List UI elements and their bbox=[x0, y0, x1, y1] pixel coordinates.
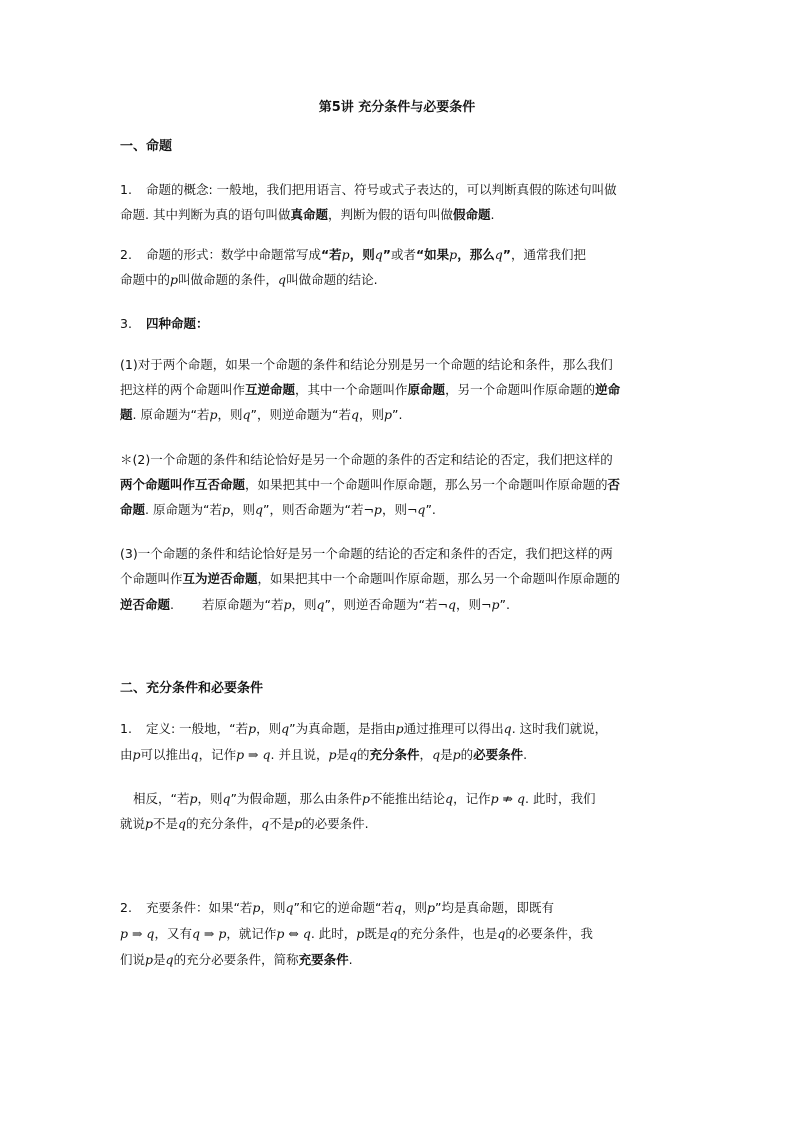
text: ”，则否命题为“若 bbox=[263, 502, 364, 517]
text: ”. bbox=[392, 407, 403, 422]
text: ” bbox=[382, 247, 391, 262]
text: . bbox=[170, 597, 174, 612]
math-expr: p ⇏ q bbox=[490, 791, 526, 806]
text: 叫做命题的结论. bbox=[286, 272, 378, 287]
s2-p2-line2 bbox=[120, 925, 593, 943]
math-var: p bbox=[252, 900, 261, 915]
math-expr: ¬p bbox=[363, 502, 382, 517]
math-var: q bbox=[393, 900, 402, 915]
term-iff: 充要条件 bbox=[298, 952, 349, 967]
math-var: p bbox=[328, 747, 337, 762]
item-number: 1. bbox=[120, 182, 132, 197]
text: 的必要条件，我 bbox=[505, 926, 593, 941]
s1-sub1-line3 bbox=[120, 406, 402, 424]
text: 的必要条件. bbox=[302, 816, 369, 831]
math-var: p bbox=[283, 597, 292, 612]
text: ＊(2)一个命题的条件和结论恰好是另一个命题的条件的否定和结论的否定，我们把这样的 bbox=[120, 452, 613, 467]
text: ，判断为假的语句叫做 bbox=[327, 207, 453, 222]
math-var: p bbox=[221, 502, 230, 517]
text: 既是 bbox=[364, 926, 390, 941]
text: ，则 bbox=[217, 407, 243, 422]
text: ，则 bbox=[260, 900, 286, 915]
text: . 并且说， bbox=[270, 747, 329, 762]
math-var: p bbox=[362, 791, 371, 806]
term-false-proposition: 假命题 bbox=[452, 207, 491, 222]
math-var: p bbox=[452, 747, 461, 762]
term-necessary: 必要条件 bbox=[473, 747, 524, 762]
math-var: q bbox=[497, 926, 506, 941]
item-number: 2. bbox=[120, 900, 132, 915]
text: ”. bbox=[425, 502, 436, 517]
math-expr: ¬q bbox=[437, 597, 456, 612]
math-var: p bbox=[341, 247, 350, 262]
text: ，如果把其中一个命题叫作原命题，那么另一个命题叫作原命题的 bbox=[257, 571, 621, 586]
text: ，其中一个命题叫作 bbox=[295, 382, 408, 397]
text: . 这时我们就说， bbox=[511, 721, 608, 736]
math-var: q bbox=[281, 721, 290, 736]
text: ，另一个命题叫作原命题的 bbox=[445, 382, 596, 397]
text: 的充分条件，也是 bbox=[397, 926, 498, 941]
math-var: q bbox=[178, 816, 187, 831]
term: 互为逆否命题 bbox=[182, 571, 258, 586]
s1-p1-line1 bbox=[120, 181, 617, 199]
text: ，则 bbox=[256, 721, 282, 736]
math-var: p bbox=[395, 721, 404, 736]
term: 互逆命题 bbox=[245, 382, 296, 397]
text: . bbox=[490, 207, 495, 222]
text: ，则 bbox=[401, 900, 427, 915]
math-var: q bbox=[254, 502, 263, 517]
term: 逆否命题 bbox=[120, 597, 171, 612]
text: . 原命题为“若 bbox=[132, 407, 210, 422]
text: 不是 bbox=[153, 816, 179, 831]
s1-sub1-line1 bbox=[120, 356, 613, 374]
s1-sub2-line2 bbox=[120, 476, 620, 494]
term: 命题 bbox=[120, 502, 146, 517]
s1-p2-line2 bbox=[120, 271, 378, 289]
text: 不能推出结论 bbox=[370, 791, 446, 806]
text: . bbox=[348, 952, 353, 967]
text: 的充分条件， bbox=[186, 816, 262, 831]
math-expr: p ⇒ q bbox=[236, 747, 271, 762]
text: . bbox=[523, 747, 528, 762]
s2-p1b-line1 bbox=[133, 790, 595, 808]
s1-p1-line2 bbox=[120, 206, 494, 224]
item-number: 2. bbox=[120, 247, 132, 262]
term-sufficient: 充分条件 bbox=[369, 747, 420, 762]
text: 不是 bbox=[269, 816, 295, 831]
math-expr: q ⇒ p bbox=[191, 926, 227, 941]
text: ，那么 bbox=[457, 247, 495, 262]
term: 两个命题叫作 bbox=[120, 477, 196, 492]
text: ，则 bbox=[381, 502, 407, 517]
math-var: p bbox=[294, 816, 303, 831]
text: 的 bbox=[357, 747, 370, 762]
text: 的充分必要条件，简称 bbox=[173, 952, 299, 967]
text: ”为真命题，是指由 bbox=[289, 721, 396, 736]
text: 或者 bbox=[390, 247, 416, 262]
math-var: q bbox=[316, 597, 325, 612]
math-var: q bbox=[503, 721, 512, 736]
s2-p2-line3 bbox=[120, 951, 353, 969]
text: . 此时，我们 bbox=[525, 791, 596, 806]
math-var: p bbox=[383, 407, 392, 422]
math-var: q bbox=[432, 747, 441, 762]
term: 否 bbox=[607, 477, 621, 492]
item-number: 3. bbox=[120, 316, 132, 331]
s2-p1-line1 bbox=[120, 720, 607, 738]
section-heading-1: 一、命题 bbox=[120, 139, 173, 154]
math-var: p bbox=[426, 900, 435, 915]
text: 命题中的 bbox=[120, 272, 171, 287]
text: . 此时， bbox=[310, 926, 357, 941]
text: ”，则逆命题为“若 bbox=[250, 407, 351, 422]
text: ，则 bbox=[229, 502, 255, 517]
text: (1)对于两个命题，如果一个命题的条件和结论分别是另一个命题的结论和条件，那么我们 bbox=[120, 357, 613, 372]
math-var: p bbox=[145, 952, 154, 967]
text: ”，则逆否命题为“若 bbox=[324, 597, 438, 612]
text: 定义: 一般地，“若 bbox=[145, 721, 249, 736]
text: 命题. 其中判断为真的语句叫做 bbox=[120, 207, 291, 222]
term: 原命题 bbox=[407, 382, 446, 397]
s1-sub3-line2 bbox=[120, 570, 620, 588]
math-var: q bbox=[350, 407, 359, 422]
math-var: p bbox=[132, 747, 141, 762]
math-var: p bbox=[189, 791, 198, 806]
text: 叫做命题的条件， bbox=[178, 272, 279, 287]
math-var: p bbox=[449, 247, 458, 262]
item-number: 1. bbox=[120, 721, 132, 736]
text: ，则 bbox=[291, 597, 317, 612]
text: ”为假命题，那么由条件 bbox=[230, 791, 363, 806]
text: 们说 bbox=[120, 952, 146, 967]
text: (3)一个命题的条件和结论恰好是另一个命题的结论的否定和条件的否定，我们把这样的两 bbox=[120, 546, 613, 561]
text: ，记作 bbox=[453, 791, 491, 806]
math-var: q bbox=[222, 791, 231, 806]
math-var: p bbox=[145, 816, 154, 831]
text: ，则 bbox=[455, 597, 481, 612]
text: “若 bbox=[320, 247, 342, 262]
math-var: p bbox=[248, 721, 257, 736]
math-var: q bbox=[389, 926, 398, 941]
section-heading-2: 二、充分条件和必要条件 bbox=[120, 681, 264, 696]
s1-sub3-line1 bbox=[120, 545, 613, 563]
s2-p1-line2 bbox=[120, 746, 527, 764]
math-var: q bbox=[190, 747, 199, 762]
text: 是 bbox=[336, 747, 349, 762]
text: 是 bbox=[440, 747, 453, 762]
math-var: q bbox=[261, 816, 270, 831]
text: ，通常我们把 bbox=[510, 247, 586, 262]
text: 相反，“若 bbox=[133, 791, 190, 806]
text: 四种命题： bbox=[145, 316, 209, 331]
s1-sub3-line3 bbox=[120, 596, 510, 614]
text: 把这样的两个命题叫作 bbox=[120, 382, 246, 397]
math-expr: p ⇒ q bbox=[120, 926, 155, 941]
math-var: q bbox=[278, 272, 287, 287]
text: 就说 bbox=[120, 816, 146, 831]
s2-p2-line1 bbox=[120, 899, 554, 917]
text: ，记作 bbox=[198, 747, 237, 762]
math-var: q bbox=[165, 952, 174, 967]
text: 是 bbox=[153, 952, 166, 967]
s1-sub2-line1 bbox=[120, 451, 613, 469]
term-true-proposition: 真命题 bbox=[290, 207, 328, 222]
math-var: p bbox=[209, 407, 218, 422]
text: ”均是真命题，即既有 bbox=[434, 900, 554, 915]
s1-p2-line1 bbox=[120, 246, 586, 264]
text: ” bbox=[502, 247, 511, 262]
text: ，又有 bbox=[154, 926, 192, 941]
page-title: 第5讲 充分条件与必要条件 bbox=[318, 100, 476, 115]
text: 命题的概念: 一般地，我们把用语言、符号或式子表达的，可以判断真假的陈述句叫做 bbox=[145, 182, 617, 197]
text: ，则 bbox=[349, 247, 375, 262]
s1-p3 bbox=[120, 315, 208, 333]
text: ”和它的逆命题“若 bbox=[293, 900, 394, 915]
term: 题 bbox=[120, 407, 133, 422]
text: 充要条件：如果“若 bbox=[145, 900, 253, 915]
math-var: q bbox=[242, 407, 251, 422]
s1-sub1-line2 bbox=[120, 381, 620, 399]
text: ， bbox=[419, 747, 433, 762]
math-var: q bbox=[349, 747, 358, 762]
math-var: p bbox=[170, 272, 179, 287]
math-expr: ¬p bbox=[480, 597, 500, 612]
text: 的 bbox=[460, 747, 474, 762]
math-var: q bbox=[374, 247, 383, 262]
text: ，则 bbox=[358, 407, 384, 422]
text: ，则 bbox=[197, 791, 223, 806]
math-var: q bbox=[285, 900, 294, 915]
math-var: q bbox=[445, 791, 454, 806]
text: 可以推出 bbox=[140, 747, 191, 762]
s2-p1b-line2 bbox=[120, 815, 369, 833]
text: 命题的形式：数学中命题常写成 bbox=[145, 247, 321, 262]
text: “如果 bbox=[415, 247, 450, 262]
text: 由 bbox=[120, 747, 133, 762]
text: ，如果把其中一个命题叫作原命题，那么另一个命题叫作原命题的 bbox=[245, 477, 608, 492]
text: 通过推理可以得出 bbox=[403, 721, 504, 736]
math-var: q bbox=[494, 247, 503, 262]
math-expr: p ⇔ q bbox=[276, 926, 311, 941]
text: ，就记作 bbox=[226, 926, 277, 941]
term: 互否命题 bbox=[195, 477, 246, 492]
math-var: p bbox=[356, 926, 365, 941]
text: 若原命题为“若 bbox=[202, 597, 284, 612]
term: 逆命 bbox=[595, 382, 621, 397]
text: 个命题叫作 bbox=[120, 571, 183, 586]
math-expr: ¬q bbox=[406, 502, 426, 517]
text: ”. bbox=[499, 597, 510, 612]
text: . 原命题为“若 bbox=[145, 502, 222, 517]
s1-sub2-line3 bbox=[120, 501, 436, 519]
